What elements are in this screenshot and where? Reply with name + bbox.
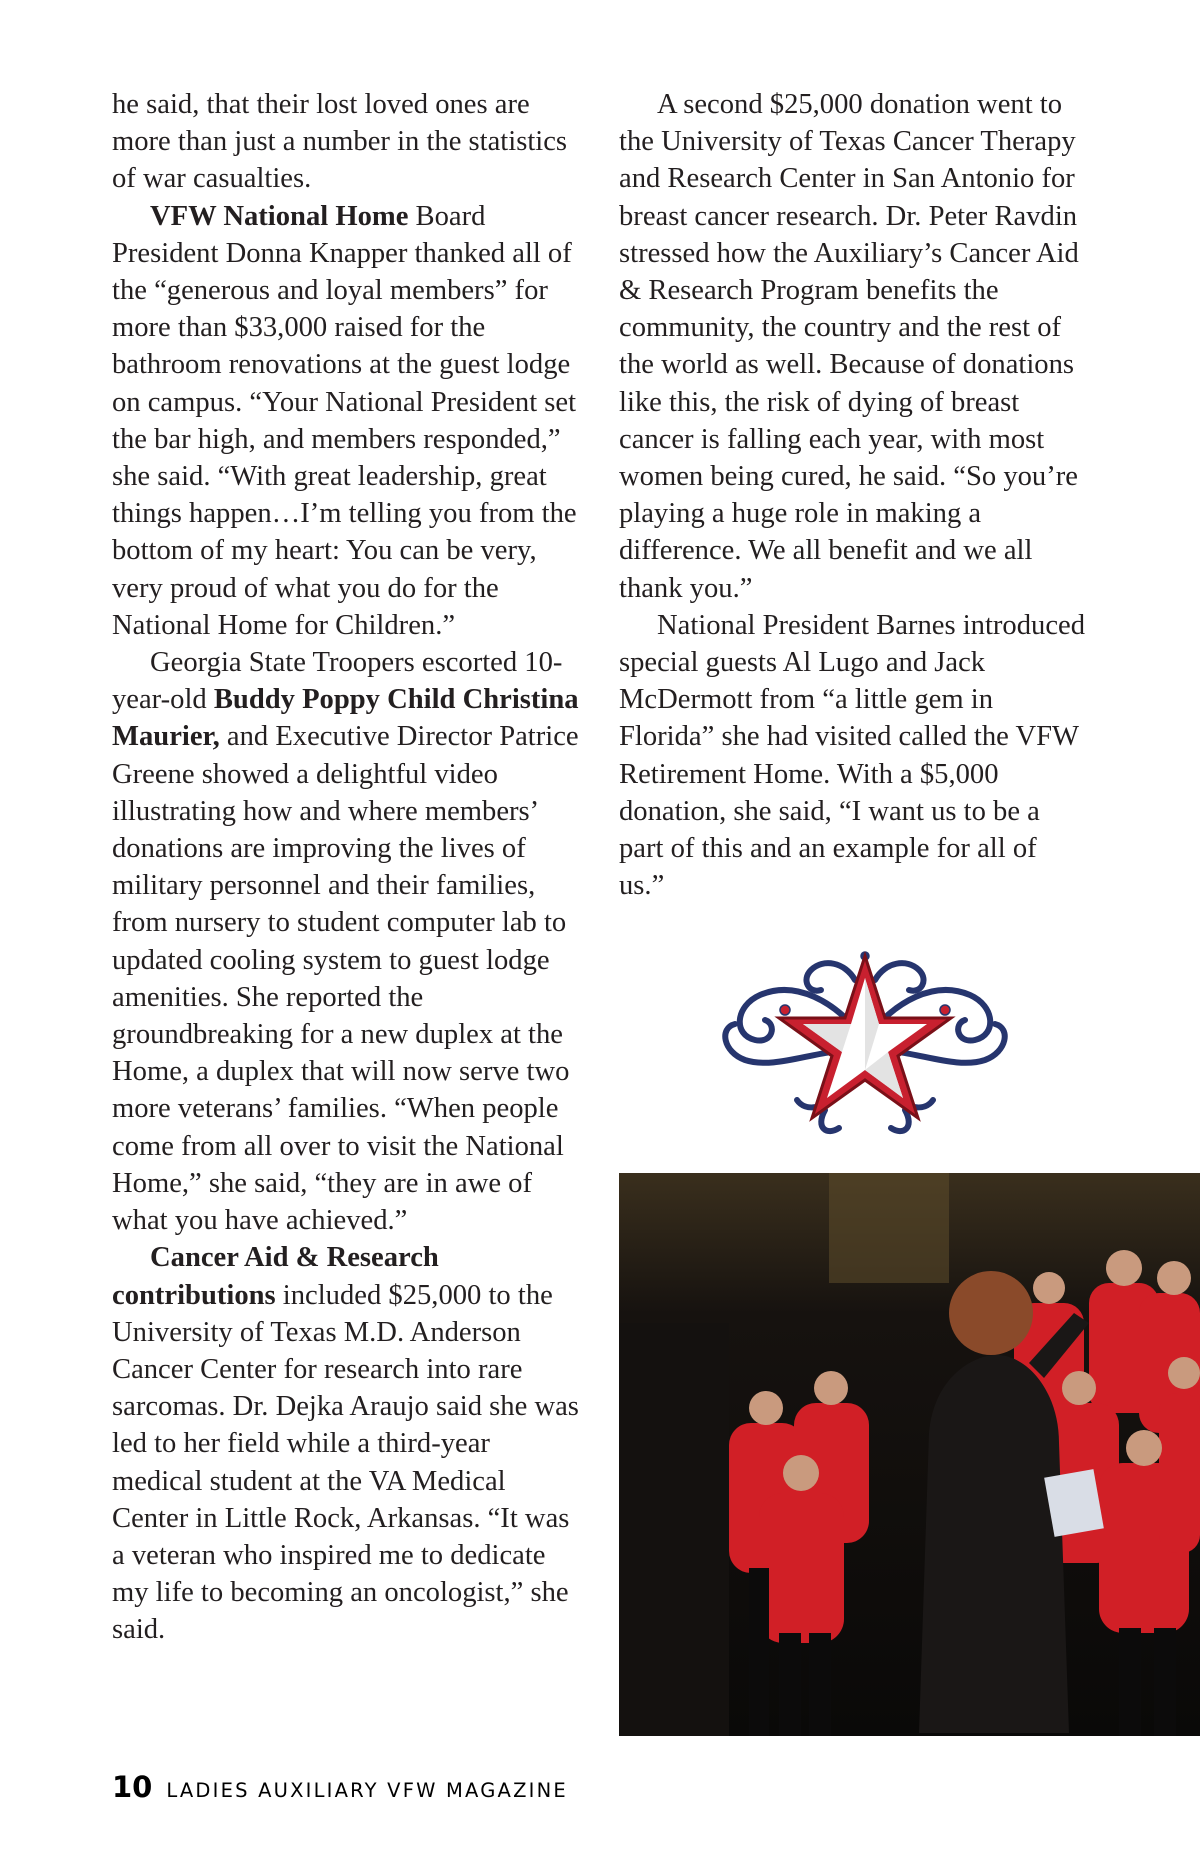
paragraph-text: Board President Donna Knapper thanked all of the “generous and loyal members” for more than $33,000 raised for the bathroom renovations at the guest lodge on campus. “Your National President set the bar high, and members responded,” she said. “With great leadership, great things happen…I’m telling you from the bottom of my heart: You can be very, very proud of what you do for the National Home for Children.” (112, 200, 577, 641)
bold-lead: VFW National Home (150, 200, 409, 232)
left-column (112, 86, 582, 1649)
paragraph (619, 607, 1089, 905)
texas-star-ornament (705, 940, 1025, 1140)
paragraph-text: Georgia State Troopers escorted 10-year-old (112, 647, 563, 716)
choir-photo-drawing (619, 1173, 1200, 1736)
bold-lead: Cancer Aid & Research contributions (112, 1242, 439, 1311)
paragraph-text: he said, that their lost loved ones are more than just a number in the statistics of war casualties. (112, 89, 568, 195)
right-column (619, 86, 1089, 904)
page-number: 10 (112, 1770, 153, 1804)
paragraph-text: and Executive Director Patrice Greene showed a delightful video illustrating how and where members’ donations are improving the lives of military personnel and their families, from nursery to student computer lab to updated cooling system to guest lodge amenities. She reported the groundbreaking for a new duplex at the Home, a duplex that will now serve two more veterans’ families. “When people come from all over to visit the National Home,” she said, “they are in awe of what you have achieved.” (112, 721, 579, 1237)
paragraph (112, 86, 582, 198)
paragraph-text: National President Barnes introduced special guests Al Lugo and Jack McDermott from “a little gem in Florida” she had visited called the VFW Retirement Home. With a $5,000 donation, she said, “I want us to be a part of this and an example for all of us.” (619, 609, 1085, 902)
bold-name: Buddy Poppy Child Christina Maurier, (112, 684, 579, 753)
magazine-title: LADIES AUXILIARY VFW MAGAZINE (166, 1779, 568, 1802)
paragraph-text: included $25,000 to the University of Texas M.D. Anderson Cancer Center for research into rare sarcomas. Dr. Dejka Araujo said she was led to her field while a third-year medical student at the VA Medical Center in Little Rock, Arkansas. “It was a veteran who inspired me to dedicate my life to becoming an oncologist,” she said. (112, 1279, 579, 1646)
paragraph-text: A second $25,000 donation went to the University of Texas Cancer Therapy and Research Center in San Antonio for breast cancer research. Dr. Peter Ravdin stressed how the Auxiliary’s Cancer Aid & Research Program benefits the community, the country and the rest of the world as well. Because of donations like this, the risk of dying of breast cancer is falling each year, with most women being cured, he said. “So you’re playing a huge role in making a difference. We all benefit and we all thank you.” (619, 89, 1079, 604)
choir-photo (619, 1173, 1200, 1736)
page-footer (112, 1770, 568, 1804)
paragraph (112, 644, 582, 1239)
paragraph (112, 1239, 582, 1648)
paragraph (112, 198, 582, 644)
paragraph (619, 86, 1089, 607)
